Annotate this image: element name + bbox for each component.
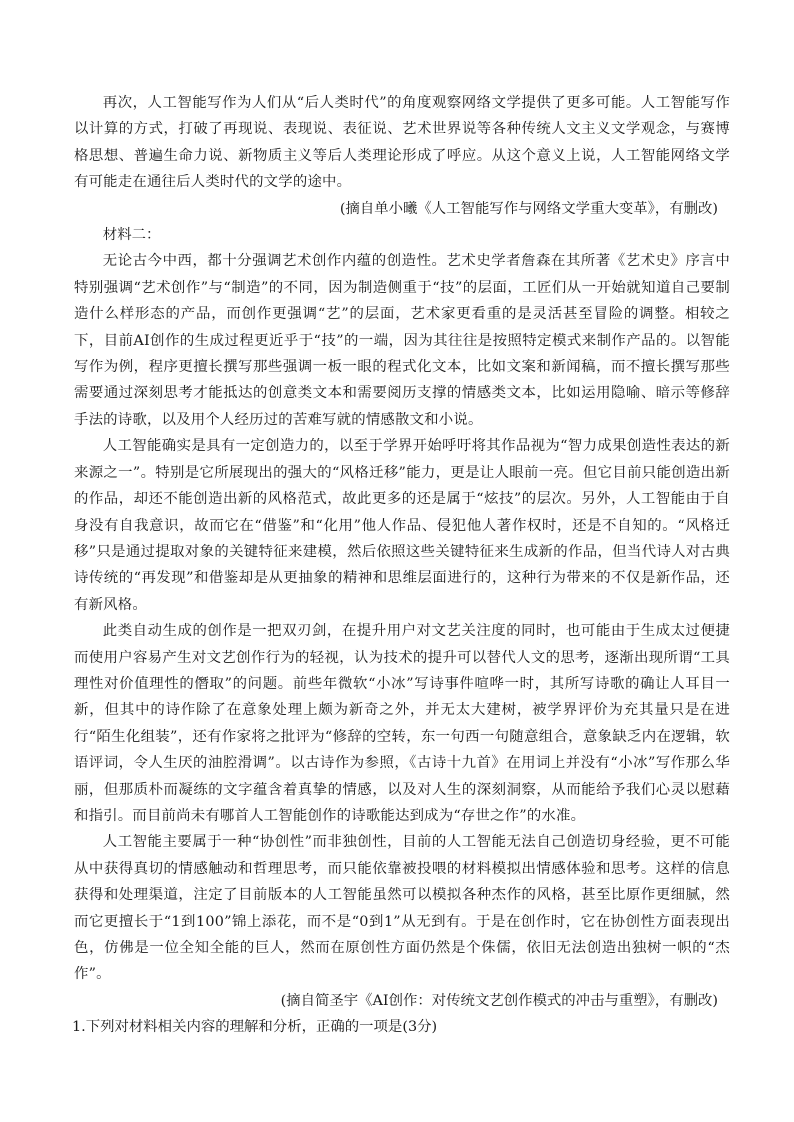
paragraph: 人工智能主要属于一种“协创性”而非独创性，目前的人工智能无法自己创造切身经验，更不可能从中获得真切的情感触动和哲理思考，而只能依靠被投喂的材料模拟出情感体验和思考。这样的信息获得和处理渠道，注定了目前版本的人工智能虽然可以模拟各种杰作的风格，甚至比原作更细腻，然而它更擅长于“1到100”锦上添花，而不是“0到1”从无到有。于是在创作时，它在协创性方面表现出色，仿佛是一位全知全能的巨人，然而在原创性方面仍然是个侏儒，依旧无法创造出独树一帜的“杰作”。 <box>74 834 730 983</box>
source-citation: (摘自简圣宇《AI创作：对传统文艺创作模式的冲击与重塑》，有删改) <box>280 992 718 1009</box>
paragraph: 此类自动生成的创作是一把双刃剑，在提升用户对文艺关注度的同时，也可能由于生成太过便捷而使用户容易产生对文艺创作行为的轻视，认为技术的提升可以替代人文的思考，逐渐出现所谓“工具理性对价值理性的僭取”的问题。前些年微软“小冰”写诗事件喧哗一时，其所写诗歌的确让人耳目一新，但其中的诗作除了在意象处理上颇为新奇之外，并无太大建树，被学界评价为充其量只是在进行“陌生化组装”，还有作家将之批评为“修辞的空转，东一句西一句随意组合，意象缺乏内在逻辑，软语评词，令人生厌的油腔滑调”。以古诗作为参照，《古诗十九首》在用词上并没有“小冰”写作那么华丽，但那质朴而凝练的文字蕴含着真挚的情感，以及对人生的深刻洞察，从而能给予我们心灵以慰藉和指引。而目前尚未有哪首人工智能创作的诗歌能达到成为“存世之作”的水准。 <box>74 623 730 824</box>
section-heading: 材料二： <box>102 227 161 244</box>
document-page <box>74 90 730 1041</box>
paragraph: 再次，人工智能写作为人们从“后人类时代”的角度观察网络文学提供了更多可能。人工智能写作以计算的方式，打破了再现说、表现说、表征说、艺术世界说等各种传统人文主义文学观念，与赛博格思想、普遍生命力说、新物质主义等后人类理论形成了呼应。从这个意义上说，人工智能网络文学有可能走在通往后人类时代的文学的途中。 <box>74 95 730 191</box>
question-item: 1.下列对材料相关内容的理解和分析，正确的一项是(3分) <box>72 1019 438 1036</box>
paragraph: 无论古今中西，都十分强调艺术创作内蕴的创造性。艺术史学者詹森在其所著《艺术史》序言中特别强调“艺术创作”与“制造”的不同，因为制造侧重于“技”的层面，工匠们从一开始就知道自己要制造什么样形态的产品，而创作更强调“艺”的层面，艺术家更看重的是灵活甚至冒险的调整。相较之下，目前AI创作的生成过程更近乎于“技”的一端，因为其往往是按照特定模式来制作产品的。以智能写作为例，程序更擅长撰写那些强调一板一眼的程式化文本，比如文案和新闻稿，而不擅长撰写那些需要通过深刻思考才能抵达的创意类文本和需要阅历支撑的情感类文本，比如运用隐喻、暗示等修辞手法的诗歌，以及用个人经历过的苦难写就的情感散文和小说。 <box>74 253 730 428</box>
source-citation: (摘自单小曦《人工智能写作与网络文学重大变革》，有删改) <box>339 200 718 217</box>
paragraph: 人工智能确实是具有一定创造力的，以至于学界开始呼吁将其作品视为“智力成果创造性表达的新来源之一”。特别是它所展现出的强大的“风格迁移”能力，更是让人眼前一亮。但它目前只能创造出新的作品，却还不能创造出新的风格范式，故此更多的还是属于“炫技”的层次。另外，人工智能由于自身没有自我意识，故而它在“借鉴”和“化用”他人作品、侵犯他人著作权时，还是不自知的。“风格迁移”只是通过提取对象的关键特征来建模，然后依照这些关键特征来生成新的作品，但当代诗人对古典诗传统的“再发现”和借鉴却是从更抽象的精神和思维层面进行的，这种行为带来的不仅是新作品，还有新风格。 <box>74 438 730 613</box>
